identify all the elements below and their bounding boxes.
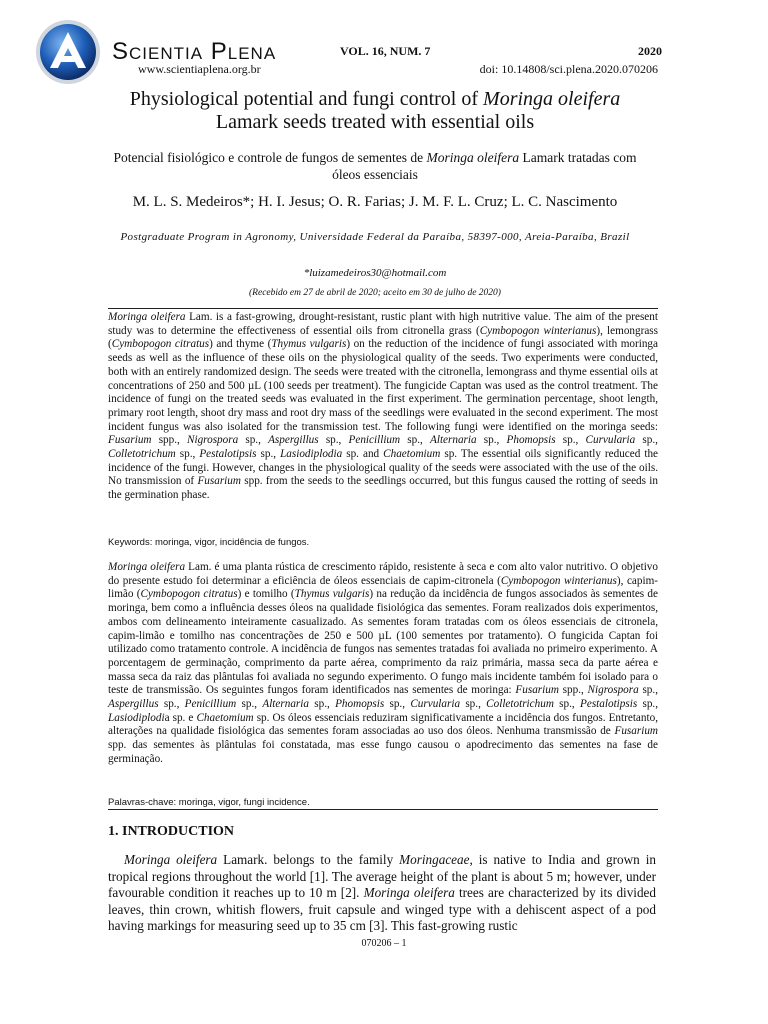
authors: M. L. S. Medeiros*; H. I. Jesus; O. R. Farias; J. M. F. L. Cruz; L. C. Nascimento xyxy=(132,194,618,210)
journal-name: Scientia Plena xyxy=(112,38,277,65)
received-dates: (Recebido em 27 de abril de 2020; aceito em 30 de julho de 2020) xyxy=(249,288,501,298)
publication-year: 2020 xyxy=(638,44,662,58)
journal-url[interactable]: www.scientiaplena.org.br xyxy=(138,62,261,76)
volume-number: VOL. 16, NUM. 7 xyxy=(340,44,431,58)
journal-logo-icon xyxy=(34,18,102,86)
doi[interactable]: doi: 10.14808/sci.plena.2020.070206 xyxy=(479,62,658,76)
abstract-english: Moringa oleifera Lam. is a fast-growing, drought-resistant, rustic plant with high nutritive value. The aim of the present study was to determine the effectiveness of essential oils from citronella grass (Cymbopogon winterianus), lemongrass (Cymbopogon citratus) and thyme (Thymus vulgaris) on the reduction of the incidence of fungi associated with moringa seeds as well as the influence of these oils on the physiological quality of the seeds. Two experiments were conducted, both with an entirely randomized design. The seeds were treated with the citronella, lemongrass and thyme essential oils at concentrations of 250 and 500 µL (100 seeds per treatment). The fungicide Captan was used as the control treatment. The incidence of fungi on the treated seeds was evaluated in the first experiment. The germination percentage, shoot length, primary root length, shoot dry mass and root dry mass of the seedlings were evaluated in the second experiment. The most incident fungus was also isolated for the transmission test. The following fungi were identified on the moringa seeds: Fusarium spp., Nigrospora sp., Aspergillus sp., Penicillium sp., Alternaria sp., Phomopsis sp., Curvularia sp., Colletotrichum sp., Pestalotipsis sp., Lasiodiplodia sp. and Chaetomium sp. The essential oils significantly reduced the incidence of the fungi. However, changes in the physiological quality of the seeds were associated with the use of the oils. No transmission of Fusarium spp. from the seeds to the seedlings occurred, but this fungus caused the rotting of seeds in the germination phase. xyxy=(108,311,659,502)
abstract-portuguese: Moringa oleifera Lam. é uma planta rústica de crescimento rápido, resistente à seca e com alto valor nutritivo. O objetivo do presente estudo foi determinar a eficiência de óleos essenciais de capim-citronela (Cymbopogon winterianus), capim-limão (Cymbopogon citratus) e tomilho (Thymus vulgaris) na redução da incidência de fungos associados às sementes de moringa, bem como a influência desses óleos na qualidade fisiológica das sementes. Foram realizados dois experimentos, ambos com delineamento inteiramente casualizado. As sementes foram tratadas com os óleos essenciais de citronela, capim-limão e tomilho nas concentrações de 250 e 500 µL (100 sementes por tratamento). O fungicida Captan foi utilizado como tratamento controle. A incidência de fungos nas sementes tratadas foi avaliada no primeiro experimento. A porcentagem de germinação, comprimento da parte aérea, comprimento da raiz primária, massa seca da parte aérea e massa seca da raiz das plântulas foi avaliada no segundo experimento. O fungo mais incidente também foi isolado para o teste de transmissão. Os seguintes fungos foram identificados nas sementes de moringa: Fusarium spp., Nigrospora sp., Aspergillus sp., Penicillium sp., Alternaria sp., Phomopsis sp., Curvularia sp., Colletotrichum sp., Pestalotipsis sp., Lasiodiplodia sp. e Chaetomium sp. Os óleos essenciais reduziram significativamente a incidência dos fungos. Entretanto, alterações na qualidade fisiológica das sementes foram associadas ao uso dos óleos. Nenhuma transmissão de Fusarium spp. das sementes às plântulas foi constatada, mas esse fungo causou o apodrecimento das sementes na fase de germinação. xyxy=(108,561,659,765)
affiliation: Postgraduate Program in Agronomy, Universidade Federal da Paraíba, 58397-000, Areia-Paraíba, Brazil xyxy=(120,231,630,243)
article-title: Physiological potential and fungi control of Moringa oleifera Lamark seeds treated with essential oils xyxy=(129,88,621,133)
introduction-paragraph: Moringa oleifera Lamark. belongs to the family Moringaceae, is native to India and grown in tropical regions throughout the world [1]. The average height of the plant is about 5 m; however, under favourable condition it reaches up to 10 m [2]. Moringa oleifera trees are characterized by its divided leaves, thin crown, whitish flowers, fruit capsule and winged type with a dehiscent aspect of a pod having markings for measuring seed up to 35 cm [3]. This fast-growing rustic xyxy=(108,852,657,933)
keywords-portuguese: Palavras-chave: moringa, vigor, fungi incidence. xyxy=(108,797,310,808)
corresponding-email[interactable]: *luizamedeiros30@hotmail.com xyxy=(303,267,447,279)
abstract-section xyxy=(108,308,658,810)
page-number: 070206 – 1 xyxy=(361,938,407,949)
section-heading-introduction: 1. INTRODUCTION xyxy=(108,824,235,839)
keywords-english: Keywords: moringa, vigor, incidência de fungos. xyxy=(108,537,310,548)
article-subtitle: Potencial fisiológico e controle de fungos de sementes de Moringa oleifera Lamark tratadas com óleos essenciais xyxy=(113,150,637,182)
